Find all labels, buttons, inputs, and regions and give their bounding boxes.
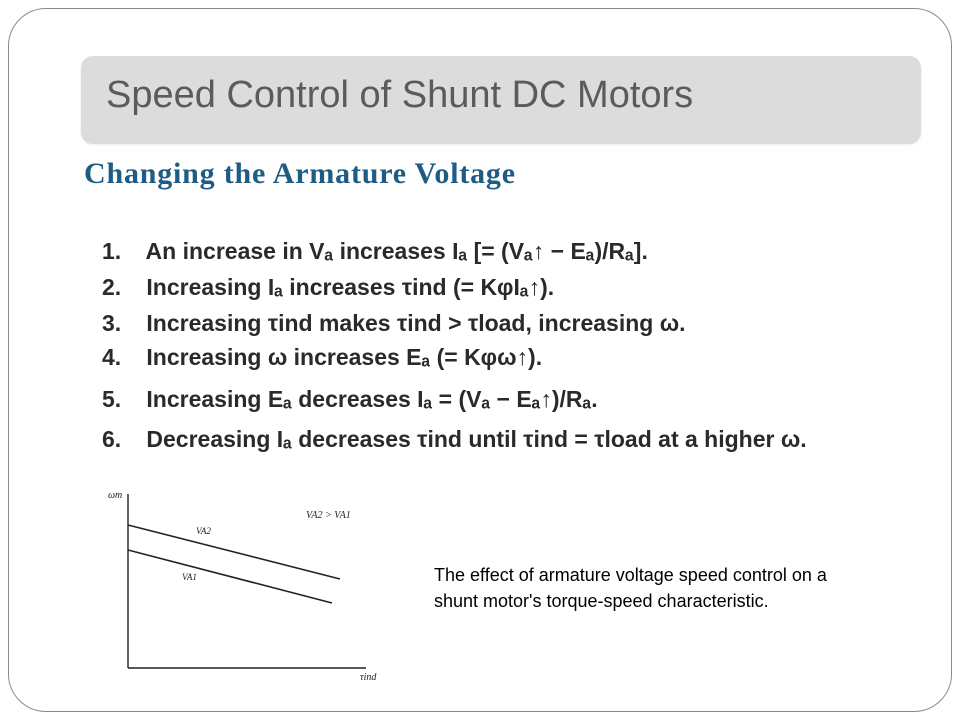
figure-caption: The effect of armature voltage speed control on a shunt motor's torque-speed characteristic. [434, 565, 827, 611]
y-axis-label: ωm [108, 490, 123, 501]
curve-va1 [128, 550, 332, 603]
title-bar [81, 56, 921, 144]
step-item [102, 386, 598, 413]
step-item [102, 274, 554, 301]
step-text: Increasing Iₐ increases τind (= KφIₐ↑). [146, 274, 555, 300]
condition-label: VA2 > VA1 [306, 510, 351, 521]
torque-speed-diagram [104, 484, 394, 684]
line-label-va2: VA2 [196, 526, 211, 536]
step-item [102, 238, 648, 265]
step-item [102, 426, 807, 453]
step-text: Decreasing Iₐ decreases τind until τind = τload at a higher ω. [146, 426, 807, 452]
step-text: Increasing τind makes τind > τload, increasing ω. [146, 310, 686, 336]
curve-va2 [128, 525, 340, 579]
step-number: 4. [102, 344, 122, 370]
step-number: 1. [102, 238, 122, 264]
step-text: An increase in Vₐ increases Iₐ [= (Vₐ↑ − Eₐ)/Rₐ]. [145, 238, 648, 264]
step-list [102, 230, 872, 470]
step-number: 2. [102, 274, 122, 300]
slide-title: Speed Control of Shunt DC Motors [106, 74, 694, 116]
step-text: Increasing ω increases Eₐ (= Kφω↑). [146, 344, 543, 370]
step-item [102, 344, 542, 371]
step-item [102, 310, 686, 337]
step-number: 6. [102, 426, 122, 452]
x-axis-label: τind [360, 672, 377, 683]
torque-speed-figure [104, 484, 394, 684]
slide-subtitle: Changing the Armature Voltage [84, 157, 516, 190]
step-text: Increasing Eₐ decreases Iₐ = (Vₐ − Eₐ↑)/Rₐ. [146, 386, 598, 412]
line-label-va1: VA1 [182, 572, 197, 582]
step-number: 5. [102, 386, 122, 412]
step-number: 3. [102, 310, 122, 336]
